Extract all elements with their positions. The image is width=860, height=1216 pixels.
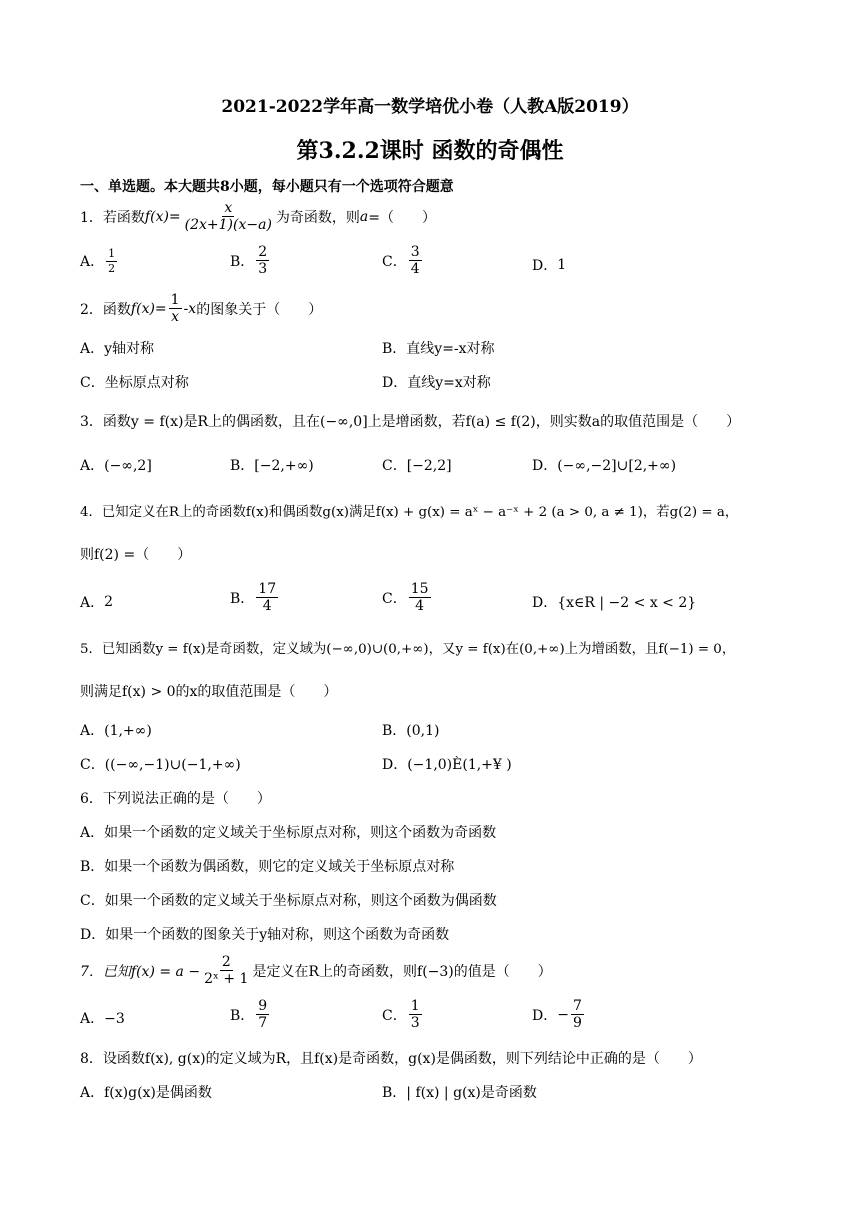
question-6: 6．下列说法正确的是（ ）	[80, 791, 271, 807]
q7-option-c[interactable]	[382, 998, 424, 1032]
q7-option-d[interactable]	[532, 998, 586, 1032]
q4-option-c[interactable]	[382, 581, 433, 615]
q7-d-den: 9	[572, 1015, 582, 1032]
q1-a-fraction	[106, 248, 117, 275]
q6-option-c[interactable]: C．如果一个函数的定义域关于坐标原点对称，则这个函数为偶函数	[80, 893, 497, 909]
question-5-line-2: 则满足f(x) > 0的x的取值范围是（ ）	[80, 684, 338, 700]
q7-b-den: 7	[258, 1015, 268, 1032]
q1-b-den: 3	[258, 261, 268, 278]
q1-option-a[interactable]	[80, 248, 119, 275]
q1-denominator: (2x+1)(x−a)	[184, 217, 272, 234]
q5-option-c[interactable]: C．((−∞,−1)∪(−1,+∞)	[80, 757, 241, 773]
q2-option-a[interactable]: A．y轴对称	[80, 341, 155, 357]
q4-b-num: 17	[258, 581, 277, 597]
q4-c-fraction	[409, 581, 431, 615]
q1-d-text: 1	[557, 257, 567, 273]
q7-c-num: 1	[410, 998, 420, 1014]
q1-numerator: x	[224, 200, 233, 216]
q7-d-sign: −	[557, 1006, 569, 1023]
q2-denominator: x	[171, 309, 180, 326]
q4-a-label: A．	[80, 595, 105, 611]
q6-option-b[interactable]: B．如果一个函数为偶函数，则它的定义域关于坐标原点对称	[80, 859, 455, 875]
q2-numerator: 1	[170, 292, 180, 308]
q4-option-d[interactable]: D．{x∈R | −2 < x < 2}	[532, 595, 697, 611]
q7-prefix: 7．已知f(x) = a −	[80, 963, 201, 980]
question-3: 3．函数y = f(x)是R上的偶函数，且在(−∞,0]上是增函数，若f(a) ≤ f(2)，则实数a的取值范围是（ ）	[80, 414, 741, 430]
q2-fx: f(x)=	[130, 300, 167, 317]
q1-b-fraction	[256, 244, 269, 278]
q4-b-den: 4	[262, 598, 272, 615]
q2-suffix: -x	[183, 300, 197, 317]
q2-fraction	[169, 292, 182, 326]
q8-option-b[interactable]: B．| f(x) | g(x)是奇函数	[382, 1085, 537, 1101]
q2-tail: 的图象关于（ ）	[196, 301, 323, 318]
q1-d-label: D．	[532, 258, 558, 274]
section-heading: 一、单选题。本大题共8小题，每小题只有一个选项符合题意	[80, 179, 454, 195]
q1-fx: f(x)=	[144, 208, 181, 225]
q1-fraction	[183, 200, 274, 234]
q5-option-d[interactable]: D．(−1,0)È(1,+¥ )	[382, 757, 512, 773]
q7-option-b[interactable]	[230, 998, 271, 1032]
q3-option-a[interactable]: A．(−∞,2]	[80, 458, 152, 474]
q6-option-d[interactable]: D．如果一个函数的图象关于y轴对称，则这个函数为奇函数	[80, 927, 450, 943]
q1-a-num: 1	[108, 247, 116, 260]
q1-a-label: A．	[80, 254, 105, 271]
question-4-line-2: 则f(2) =（ ）	[80, 547, 192, 563]
q4-a-text: 2	[104, 594, 114, 610]
q7-denominator: 2ˣ + 1	[204, 971, 249, 988]
q4-b-fraction	[256, 581, 278, 615]
q4-c-den: 4	[415, 598, 425, 615]
q7-b-num: 9	[258, 998, 268, 1014]
q3-option-d[interactable]: D．(−∞,−2]∪[2,+∞)	[532, 458, 677, 474]
q1-c-fraction	[409, 244, 422, 278]
q7-c-label: C．	[382, 1007, 407, 1024]
q1-tail: =（ ）	[368, 209, 437, 226]
q3-option-b[interactable]: B．[−2,+∞)	[230, 458, 314, 474]
q2-option-c[interactable]: C．坐标原点对称	[80, 375, 189, 391]
q8-option-a[interactable]: A．f(x)g(x)是偶函数	[80, 1085, 212, 1101]
question-4-line-1: 4．已知定义在R上的奇函数f(x)和偶函数g(x)满足f(x) + g(x) = aˣ − a⁻ˣ + 2 (a > 0, a ≠ 1)，若g(2) = a，	[80, 505, 739, 520]
q2-prefix: 2．函数	[80, 301, 131, 318]
question-5-line-1: 5．已知函数y = f(x)是奇函数，定义域为(−∞,0)∪(0,+∞)，又y = f(x)在(0,+∞)上为增函数，且f(−1) = 0，	[80, 642, 736, 657]
question-8: 8．设函数f(x), g(x)的定义域为R，且f(x)是奇函数，g(x)是偶函数，则下列结论中正确的是（ ）	[80, 1051, 702, 1067]
q3-option-c[interactable]: C．[−2,2]	[382, 458, 452, 474]
question-7	[80, 954, 552, 988]
q7-fraction	[202, 954, 250, 988]
q1-b-num: 2	[258, 244, 268, 260]
q1-c-label: C．	[382, 253, 407, 270]
q7-d-label: D．	[532, 1007, 558, 1024]
q1-option-b[interactable]	[230, 244, 271, 278]
q5-option-b[interactable]: B．(0,1)	[382, 723, 440, 739]
q1-suffix: 为奇函数，则	[275, 209, 360, 226]
q7-c-fraction	[409, 998, 422, 1032]
q4-b-label: B．	[230, 590, 255, 607]
q1-a-den: 2	[108, 261, 116, 275]
q7-b-fraction	[256, 998, 269, 1032]
q7-numerator: 2	[221, 954, 231, 970]
q1-c-num: 3	[410, 244, 420, 260]
q2-option-b[interactable]: B．直线y=-x对称	[382, 341, 495, 357]
paper-title: 2021-2022学年高一数学培优小卷（人教A版2019）	[221, 97, 639, 117]
q7-suffix: 是定义在R上的奇函数，则f(−3)的值是（ ）	[252, 963, 552, 980]
q7-d-num: 7	[572, 998, 582, 1014]
q4-c-label: C．	[382, 590, 407, 607]
q4-option-a[interactable]	[80, 592, 113, 612]
question-2	[80, 292, 322, 326]
question-1	[80, 200, 436, 234]
q4-c-num: 15	[410, 581, 429, 597]
q1-option-d[interactable]	[532, 255, 566, 275]
q7-option-a[interactable]: A．−3	[80, 1011, 125, 1027]
q1-prefix: 1．若函数	[80, 209, 145, 226]
q7-d-fraction	[571, 998, 584, 1032]
q7-c-den: 3	[410, 1015, 420, 1032]
q1-b-label: B．	[230, 253, 255, 270]
q7-b-label: B．	[230, 1007, 255, 1024]
q6-option-a[interactable]: A．如果一个函数的定义域关于坐标原点对称，则这个函数为奇函数	[80, 825, 497, 841]
lesson-title: 第3.2.2课时 函数的奇偶性	[296, 138, 564, 164]
q1-option-c[interactable]	[382, 244, 424, 278]
q5-option-a[interactable]: A．(1,+∞)	[80, 723, 152, 739]
q4-option-b[interactable]	[230, 581, 280, 615]
q2-option-d[interactable]: D．直线y=x对称	[382, 375, 491, 391]
q1-tail-var: a	[359, 208, 369, 225]
q1-c-den: 4	[410, 261, 420, 278]
